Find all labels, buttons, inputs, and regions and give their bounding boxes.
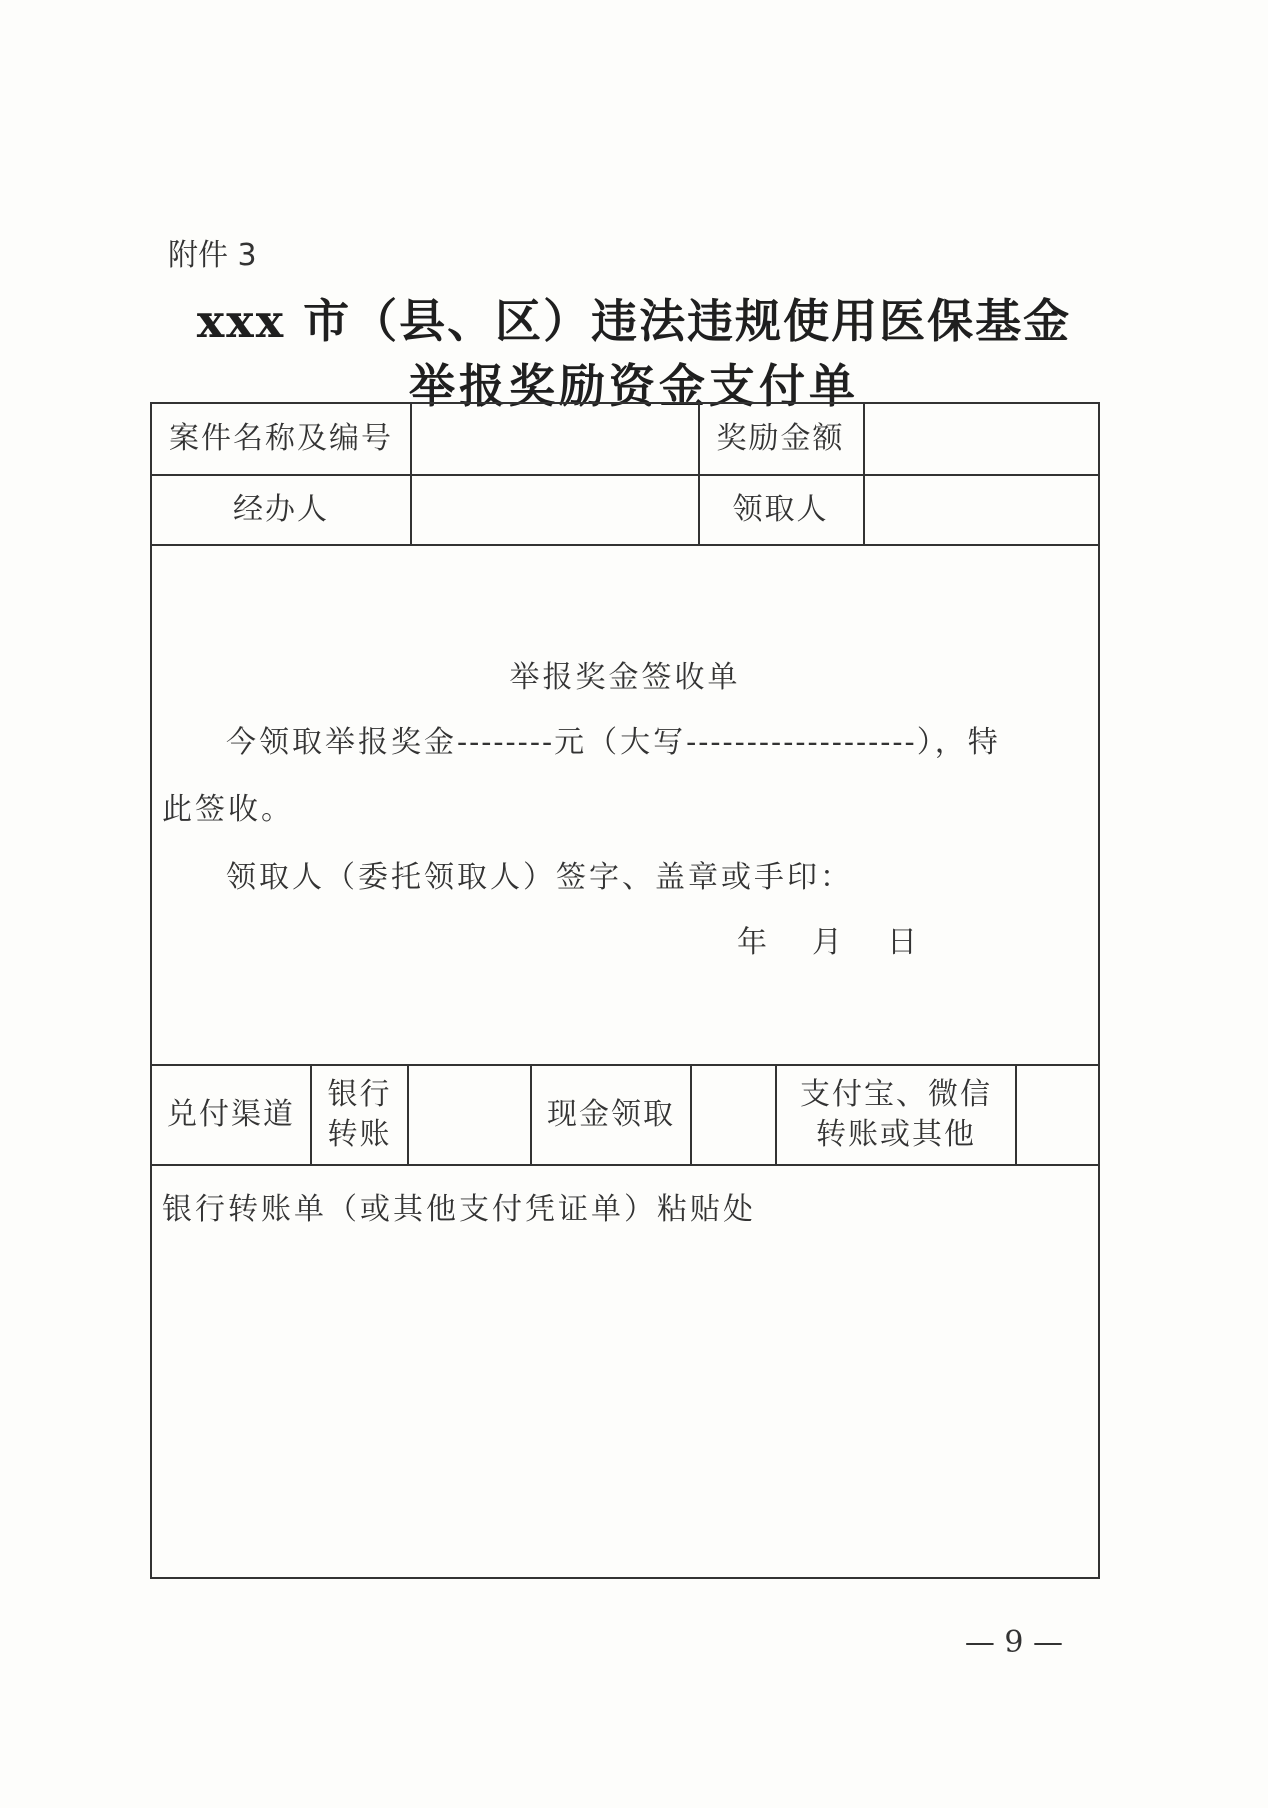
- alipay-wechat-field[interactable]: [1017, 1066, 1100, 1164]
- receipt-line2: 此签收。: [162, 792, 294, 827]
- receipt-line1-text-c: ），特: [916, 725, 1001, 760]
- cash-label: 现金领取: [547, 1096, 675, 1132]
- amount-in-words-blank[interactable]: -------------------: [686, 725, 917, 760]
- bank-transfer-label-1: 银行: [327, 1076, 392, 1112]
- document-title-line2: 举报奖励资金支付单: [409, 359, 859, 413]
- payment-channel-label: 兑付渠道: [167, 1096, 295, 1132]
- recipient-label: 领取人: [732, 491, 829, 527]
- receipt-heading: 举报奖金签收单: [509, 660, 741, 695]
- paste-area-label: 银行转账单（或其他支付凭证单）粘贴处: [162, 1192, 756, 1227]
- page-number: — 9 —: [964, 1625, 1063, 1660]
- case-name-label: 案件名称及编号: [169, 420, 393, 456]
- alipay-wechat-label-2: 转账或其他: [816, 1117, 976, 1152]
- amount-blank[interactable]: --------: [457, 725, 555, 760]
- alipay-wechat-label: [777, 1066, 1015, 1164]
- bank-transfer-field[interactable]: [409, 1066, 530, 1164]
- alipay-wechat-label-1: 支付宝、微信: [800, 1076, 992, 1112]
- date-year: 年: [737, 925, 770, 960]
- handler-label: 经办人: [233, 491, 329, 527]
- receipt-line1-text-b: 元（大写: [554, 725, 687, 760]
- handler-field[interactable]: [412, 476, 698, 544]
- bank-transfer-label-2: 转账: [327, 1117, 392, 1152]
- receipt-line1-text-a: 今领取举报奖金: [226, 725, 457, 760]
- row-divider: [152, 544, 1098, 546]
- reward-amount-field[interactable]: [865, 404, 1100, 474]
- attachment-label: 附件 3: [168, 238, 257, 273]
- signature-instruction: 领取人（委托领取人）签字、盖章或手印：: [226, 860, 853, 895]
- date-month: 月: [812, 925, 845, 960]
- bank-transfer-label: [312, 1066, 407, 1164]
- date-day: 日: [887, 925, 920, 960]
- reward-amount-label: 奖励金额: [716, 420, 845, 456]
- document-title-line1: xxx 市（县、区）违法违规使用医保基金: [196, 294, 1072, 348]
- case-name-field[interactable]: [412, 404, 698, 474]
- cash-field[interactable]: [692, 1066, 775, 1164]
- recipient-field[interactable]: [865, 476, 1100, 544]
- receipt-line1: [226, 717, 1001, 761]
- date-line: [737, 917, 920, 961]
- payment-form-table: [150, 402, 1100, 1579]
- row-divider: [152, 1164, 1098, 1166]
